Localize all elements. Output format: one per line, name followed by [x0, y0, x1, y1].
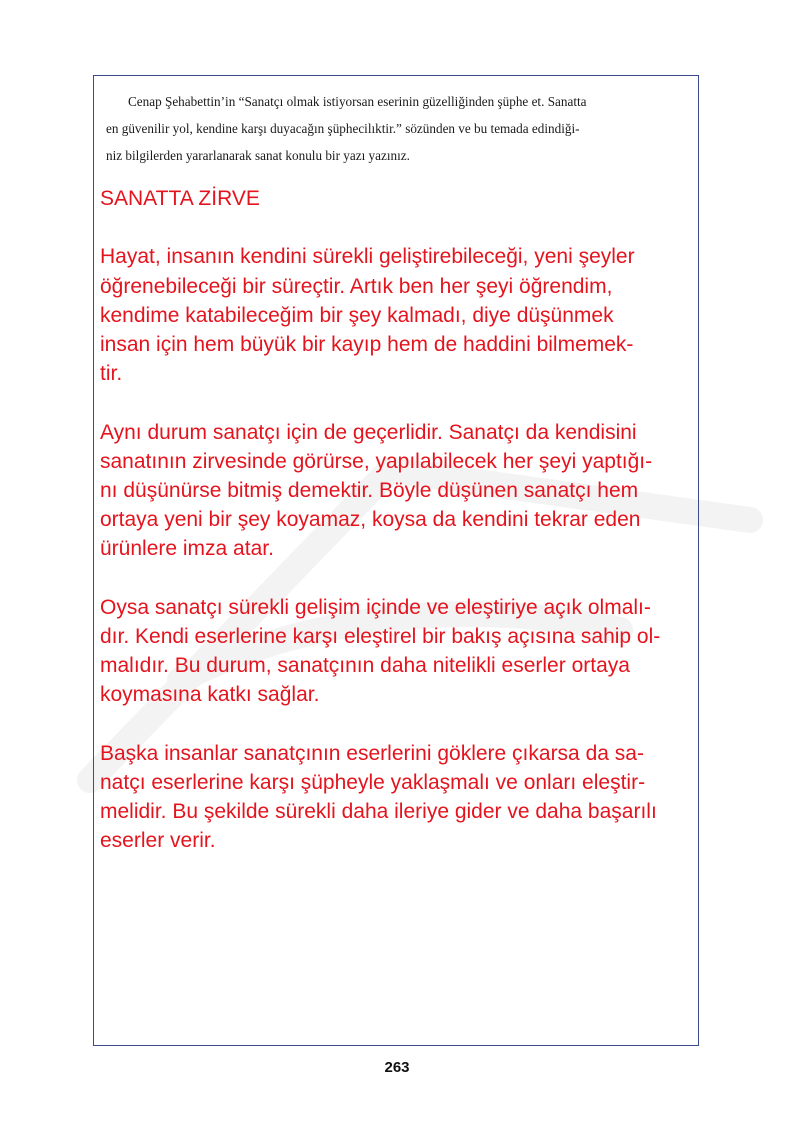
essay-line: natçı eserlerine karşı şüpheyle yaklaşmalı ve onları eleştir-: [100, 771, 646, 794]
essay-line: insan için hem büyük bir kayıp hem de haddini bilmemek-: [100, 333, 634, 356]
essay-title: SANATTA ZİRVE: [100, 187, 260, 210]
essay-line: sanatının zirvesinde görürse, yapılabilecek her şeyi yaptığı-: [100, 449, 653, 473]
essay-line: kendime katabileceğim bir şey kalmadı, diye düşünmek: [100, 303, 614, 327]
prompt-line: en güvenilir yol, kendine karşı duyacağın şüphecilıktir.” sözünden ve bu temada edindiği-: [106, 121, 580, 136]
essay-paragraph: [100, 739, 692, 856]
essay-line: Aynı durum sanatçı için de geçerlidir. Sanatçı da kendisini: [100, 420, 637, 444]
prompt-line: Cenap Şehabettin’in “Sanatçı olmak istiyorsan eserinin güzelliğinden şüphe et. Sanatta: [128, 94, 587, 109]
essay-line: ortaya yeni bir şey koyamaz, koysa da kendini tekrar eden: [100, 508, 641, 532]
prompt-line: niz bilgilerden yararlanarak sanat konulu bir yazı yazınız.: [106, 148, 410, 163]
essay-line: Hayat, insanın kendini sürekli geliştirebileceği, yeni şeyler: [100, 245, 635, 269]
essay-paragraph: [100, 418, 692, 564]
essay-line: dır. Kendi eserlerine karşı eleştirel bir bakış açısına sahip ol-: [100, 625, 661, 648]
page-number: 263: [384, 1059, 410, 1076]
essay-paragraph: [100, 593, 692, 710]
essay-line: Başka insanlar sanatçının eserlerini göklere çıkarsa da sa-: [100, 741, 644, 765]
essay-paragraph: [100, 242, 692, 388]
essay-line: malıdır. Bu durum, sanatçının daha nitelikli eserler ortaya: [100, 654, 630, 678]
essay-line: ürünlere imza atar.: [100, 537, 274, 561]
essay-line: koymasına katkı sağlar.: [100, 683, 320, 707]
essay-line: eserler verir.: [100, 829, 216, 853]
essay-line: öğrenebileceği bir süreçtir. Artık ben her şeyi öğrendim,: [100, 274, 613, 298]
essay-line: melidir. Bu şekilde sürekli daha ileriye gider ve daha başarılı: [100, 800, 657, 824]
writing-prompt: [106, 88, 690, 169]
essay-line: Oysa sanatçı sürekli gelişim içinde ve eleştiriye açık olmalı-: [100, 595, 651, 619]
essay-line: nı düşünürse bitmiş demektir. Böyle düşünen sanatçı hem: [100, 479, 639, 502]
essay-line: tir.: [100, 362, 123, 386]
essay-answer: [100, 184, 692, 885]
